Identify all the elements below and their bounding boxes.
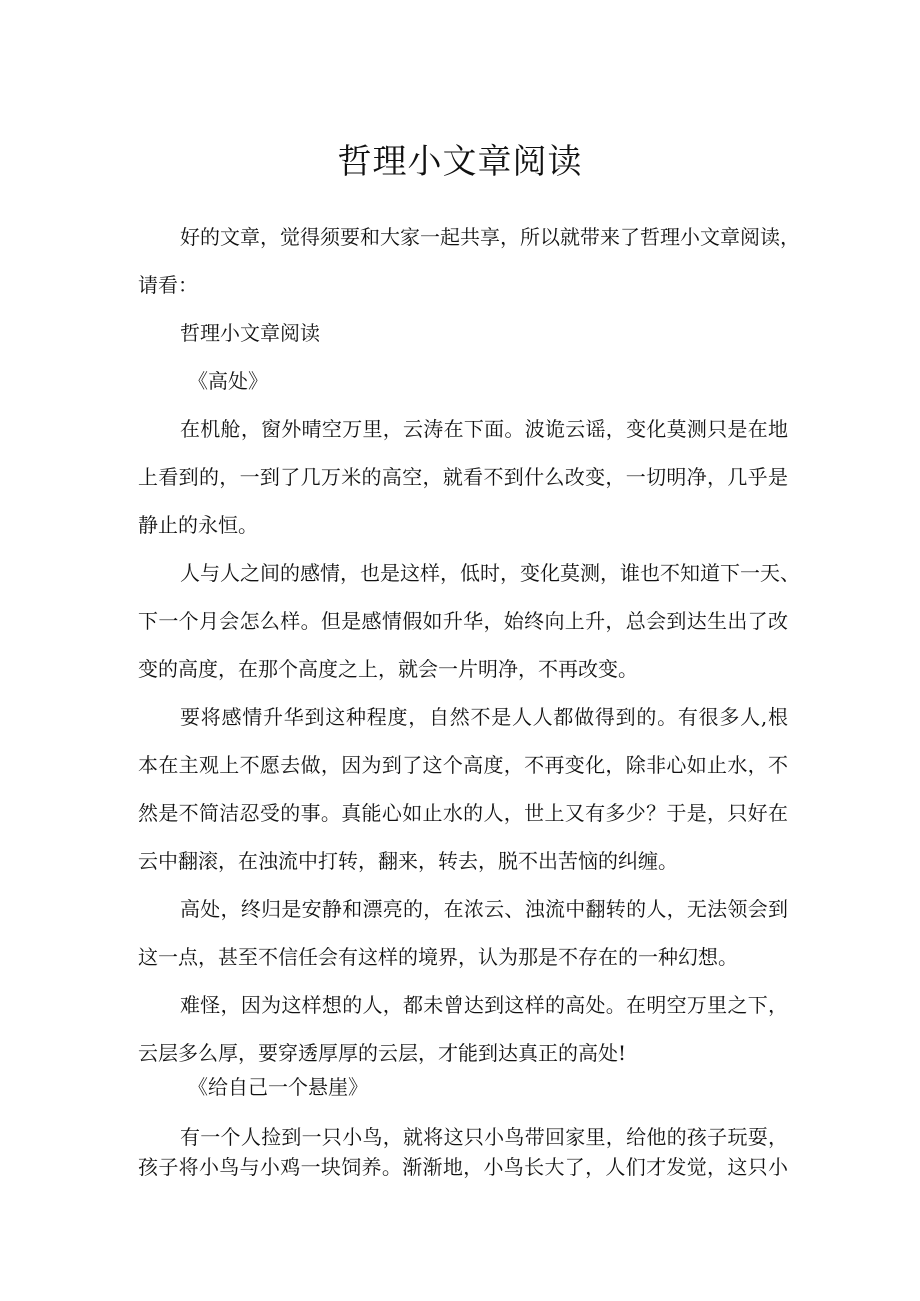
- paragraph-line: 难怪，因为这样想的人，都未曾达到这样的高处。在明空万里之下，: [180, 993, 788, 1017]
- paragraph-line: 高处，终归是安静和漂亮的，在浓云、浊流中翻转的人，无法领会到: [180, 897, 788, 921]
- paragraph-line: 云中翻滚，在浊流中打转，翻来，转去，脱不出苦恼的纠缠。: [138, 849, 678, 873]
- paragraph-line: 孩子将小鸟与小鸡一块饲养。渐渐地，小鸟长大了，人们才发觉，这只小: [138, 1155, 788, 1179]
- paragraph-line: 有一个人捡到一只小鸟，就将这只小鸟带回家里，给他的孩子玩耍，: [180, 1125, 788, 1149]
- article-subtitle: 《给自己一个悬崖》: [188, 1075, 368, 1099]
- paragraph-line: 上看到的，一到了几万米的高空，就看不到什么改变，一切明净，几乎是: [138, 465, 788, 489]
- paragraph-line: 人与人之间的感情，也是这样，低时，变化莫测，谁也不知道下一天、: [180, 561, 800, 585]
- paragraph-line: 要将感情升华到这种程度，自然不是人人都做得到的。有很多人,根: [180, 705, 788, 729]
- document-title: 哲理小文章阅读: [337, 142, 583, 182]
- paragraph-line: 然是不简洁忍受的事。真能心如止水的人，世上又有多少？于是，只好在: [138, 801, 788, 825]
- paragraph-line: 请看：: [138, 273, 198, 297]
- paragraph-line: 下一个月会怎么样。但是感情假如升华，始终向上升，总会到达生出了改: [138, 609, 788, 633]
- paragraph-line: 这一点，甚至不信任会有这样的境界，认为那是不存在的一种幻想。: [138, 945, 738, 969]
- paragraph-line: 本在主观上不愿去做，因为到了这个高度，不再变化，除非心如止水，不: [138, 753, 788, 777]
- paragraph-line: 变的高度，在那个高度之上，就会一片明净，不再改变。: [138, 657, 638, 681]
- paragraph-line: 静止的永恒。: [138, 513, 258, 537]
- section-heading: 哲理小文章阅读: [180, 321, 320, 345]
- paragraph-line: 云层多么厚，要穿透厚厚的云层，才能到达真正的高处!: [138, 1041, 627, 1065]
- paragraph-line: 好的文章，觉得须要和大家一起共享，所以就带来了哲理小文章阅读，: [180, 225, 800, 249]
- paragraph-line: 在机舱，窗外晴空万里，云涛在下面。波诡云谣，变化莫测只是在地: [180, 417, 788, 441]
- article-subtitle: 《高处》: [188, 369, 268, 393]
